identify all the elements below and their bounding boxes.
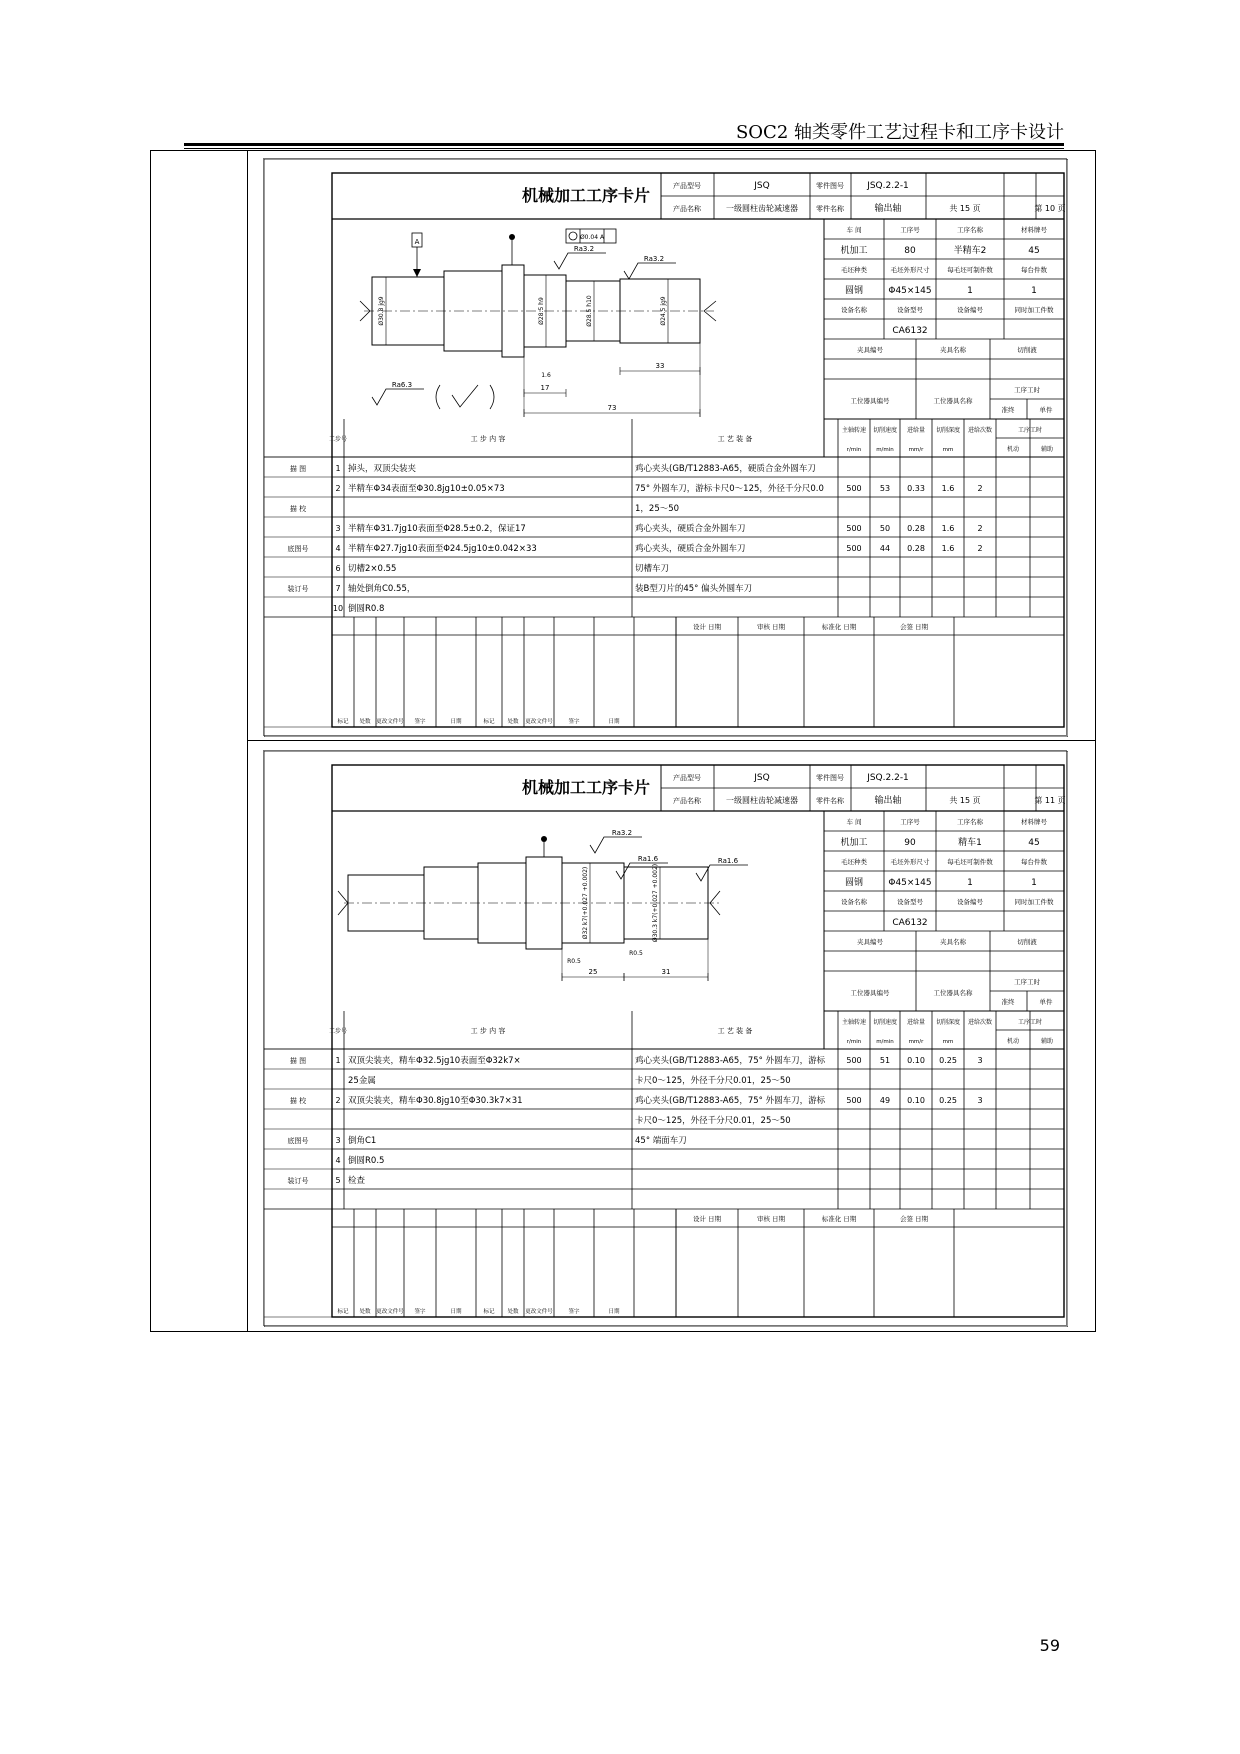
info-header: 每毛坯可制件数 [947, 266, 993, 274]
info-header: 设备名称 [841, 306, 867, 314]
info-header: 设备型号 [897, 306, 923, 314]
sign-label: 会签 日期 [899, 1215, 929, 1223]
step-cutting-speed: 50 [879, 524, 891, 533]
product-model-label: 产品型号 [673, 182, 701, 190]
product-name: 一级圆柱齿轮减速器 [726, 204, 798, 213]
step-number: 3 [335, 1136, 341, 1145]
step-content: 双顶尖装夹，精车Φ30.8jg10至Φ30.3k7×31 [348, 1096, 523, 1106]
step-number: 10 [332, 604, 344, 613]
fixture-header: 夹具编号 [857, 938, 883, 946]
step-header-auto: 机动 [1006, 446, 1020, 453]
page-of: 第 11 页 [1034, 796, 1066, 805]
runout-tolerance: Ø0.04 A [579, 234, 605, 241]
step-feed: 0.28 [907, 524, 925, 533]
step-content: 半精车Φ27.7jg10表面至Φ24.5jg10±0.042×33 [348, 544, 537, 554]
info-header: 毛坯种类 [841, 858, 867, 866]
sign-label: 审核 日期 [756, 1215, 786, 1223]
sign-label: 标准化 日期 [821, 1215, 857, 1223]
product-model: JSQ [754, 773, 770, 783]
info-header: 车 间 [846, 226, 862, 234]
side-label: 描 校 [289, 1097, 307, 1105]
step-equipment: 75° 外圆车刀，游标卡尺0～125，外径千分尺0.0 [635, 484, 824, 494]
step-cutting-speed: 44 [879, 544, 891, 553]
step-number: 1 [335, 1056, 341, 1065]
step-header-unit: m/min [876, 447, 894, 453]
step-number: 3 [335, 524, 341, 533]
step-content: 半精车Φ31.7jg10表面至Φ28.5±0.2，保证17 [348, 524, 526, 534]
dim-dia-24-5: Ø24.5 jg9 [660, 296, 667, 326]
card-svg [264, 159, 1068, 737]
step-header-aux: 辅助 [1040, 1038, 1054, 1045]
footer-label: 处数 [507, 719, 519, 725]
step-header-param: 主轴转速 [841, 1019, 867, 1026]
roughness-ra32-a: Ra3.2 [573, 245, 595, 253]
info-value: 1 [967, 286, 973, 296]
step-passes: 2 [977, 524, 983, 533]
station-header: 工位器具名称 [933, 989, 973, 997]
info-value: 机加工 [840, 246, 868, 256]
step-header-equip: 工 艺 装 备 [717, 1027, 753, 1035]
step-content: 轴处倒角C0.55， [348, 584, 416, 594]
step-passes: 3 [977, 1096, 983, 1105]
step-number: 6 [335, 564, 341, 573]
part-drawing-no: JSQ.2.2-1 [867, 773, 909, 783]
shaft-drawing [338, 829, 748, 981]
info-value: 45 [1028, 246, 1040, 256]
step-number: 2 [335, 484, 341, 493]
dim-dia-30-8: Ø30.8 jg9 [378, 296, 385, 326]
step-cutting-speed: 49 [879, 1096, 891, 1105]
dim-length-73: 73 [607, 404, 617, 412]
station-header: 工位器具名称 [933, 397, 973, 405]
info-value: Φ45×145 [888, 286, 932, 296]
fixture-header: 切削液 [1017, 938, 1037, 946]
info-header: 工序号 [900, 226, 920, 234]
info-value: 半精车2 [953, 246, 987, 256]
footer-label: 日期 [608, 1309, 620, 1315]
step-passes: 2 [977, 544, 983, 553]
step-equipment: 45° 端面车刀 [635, 1136, 687, 1146]
step-header-unit: m/min [876, 1039, 894, 1045]
dim-length-25: 25 [588, 968, 598, 976]
part-name: 输出轴 [874, 796, 902, 806]
step-spindle-speed: 500 [846, 544, 862, 553]
step-passes: 3 [977, 1056, 983, 1065]
step-header-content: 工 步 内 容 [470, 1027, 506, 1035]
dim-length-31: 31 [661, 968, 671, 976]
info-value: 精车1 [958, 838, 982, 848]
step-header-param: 进给量 [906, 1019, 926, 1026]
dim-dia-30-3-k7: Ø30.3 k7(+0.027 +0.002) [652, 863, 659, 943]
step-header-time: 工序工时 [1017, 427, 1043, 434]
footer-label: 日期 [450, 719, 462, 725]
side-label: 底图号 [287, 1137, 309, 1145]
dim-length-17: 17 [540, 384, 550, 392]
footer-label: 更改文件号 [376, 719, 404, 725]
step-header-param: 主轴转速 [841, 427, 867, 434]
fixture-header: 夹具名称 [940, 346, 966, 354]
step-header-unit: mm [942, 447, 954, 453]
step-header-param: 切削深度 [935, 427, 961, 434]
time-header: 单件 [1039, 998, 1053, 1006]
footer-label: 标记 [483, 1309, 495, 1315]
info-header: 每毛坯可制件数 [947, 858, 993, 866]
info-header: 毛坯外形尺寸 [890, 858, 930, 866]
card-title: 机械加工工序卡片 [521, 778, 651, 797]
step-depth: 1.6 [941, 524, 955, 533]
part-name-label: 零件名称 [816, 205, 844, 213]
step-equipment: 切槽车刀 [635, 564, 670, 574]
dim-dia-28-5: Ø28.5 h9 [538, 297, 545, 325]
step-header-no: 工步号 [328, 1028, 348, 1035]
step-header-param: 切削速度 [872, 1019, 898, 1026]
time-header: 准终 [1001, 406, 1015, 414]
fixture-header: 切削液 [1017, 346, 1037, 354]
step-content: 切槽2×0.55 [348, 564, 397, 574]
fixture-header: 夹具编号 [857, 346, 883, 354]
roughness-ra16-b: Ra1.6 [717, 857, 739, 865]
info-header: 车 间 [846, 818, 862, 826]
footer-label: 更改文件号 [376, 1309, 404, 1315]
sign-label: 标准化 日期 [821, 623, 857, 631]
step-depth: 1.6 [941, 544, 955, 553]
side-label: 底图号 [287, 545, 309, 553]
footer-label: 签字 [568, 1309, 580, 1315]
time-header: 准终 [1001, 998, 1015, 1006]
product-name-label: 产品名称 [673, 797, 701, 805]
outer-column-divider [247, 150, 248, 1332]
footer-label: 签字 [414, 1309, 426, 1315]
product-name-label: 产品名称 [673, 205, 701, 213]
step-header-unit: mm/r [908, 447, 924, 453]
info-value: 90 [904, 838, 916, 848]
product-name: 一级圆柱齿轮减速器 [726, 796, 798, 805]
step-number: 2 [335, 1096, 341, 1105]
dim-groove-1-6: 1.6 [541, 372, 551, 379]
step-header-unit: mm [942, 1039, 954, 1045]
step-content: 双顶尖装夹，精车Φ32.5jg10表面至Φ32k7× [348, 1056, 521, 1066]
step-depth: 0.25 [939, 1096, 957, 1105]
dim-fillet-r05-b: R0.5 [629, 950, 643, 957]
side-label: 描 校 [289, 505, 307, 513]
footer-label: 签字 [414, 719, 426, 725]
info-value: 1 [967, 878, 973, 888]
step-passes: 2 [977, 484, 983, 493]
info-header: 工序号 [900, 818, 920, 826]
total-pages: 共 15 页 [949, 204, 981, 213]
info-header: 材料牌号 [1021, 226, 1047, 234]
side-label: 描 图 [289, 465, 307, 473]
info-value: 45 [1028, 838, 1040, 848]
footer-label: 标记 [483, 719, 495, 725]
station-header: 工位器具编号 [850, 397, 890, 405]
step-header-param: 进给次数 [967, 427, 993, 434]
info-value: 圆钢 [844, 286, 864, 296]
footer-label: 处数 [359, 719, 371, 725]
card-svg [264, 751, 1068, 1327]
info-header: 设备型号 [897, 898, 923, 906]
step-content: 半精车Φ34表面至Φ30.8jg10±0.05×73 [348, 484, 505, 494]
card-title: 机械加工工序卡片 [521, 186, 651, 205]
step-depth: 1.6 [941, 484, 955, 493]
step-header-unit: r/min [846, 447, 862, 453]
part-name-label: 零件名称 [816, 797, 844, 805]
info-header: 工序名称 [957, 818, 983, 826]
part-drawing-no-label: 零件图号 [816, 774, 844, 782]
roughness-ra63: Ra6.3 [391, 381, 413, 389]
step-content: 检查 [348, 1176, 366, 1186]
info-value: 1 [1031, 286, 1037, 296]
datum-label-a: A [414, 238, 420, 246]
dim-dia-32-k7: Ø32 k7(+0.027 +0.002) [582, 866, 589, 940]
header-rule-thin [184, 148, 1064, 149]
step-header-param: 进给次数 [967, 1019, 993, 1026]
step-header-param: 切削速度 [872, 427, 898, 434]
step-equipment: 鸡心夹头，硬质合金外圆车刀 [635, 524, 746, 534]
step-spindle-speed: 500 [846, 484, 862, 493]
part-drawing-no: JSQ.2.2-1 [867, 181, 909, 191]
roughness-ra16-a: Ra1.6 [637, 855, 659, 863]
step-equipment: 鸡心夹头(GB/T12883-A65，硬质合金外圆车刀 [635, 464, 816, 474]
info-header: 同时加工件数 [1014, 898, 1054, 906]
step-spindle-speed: 500 [846, 1096, 862, 1105]
step-feed: 0.33 [907, 484, 925, 493]
step-content: 掉头，双顶尖装夹 [348, 464, 417, 474]
shaft-drawing [360, 229, 716, 417]
step-number: 5 [335, 1176, 341, 1185]
dim-dia-28-5-h10: Ø28.5 h10 [586, 295, 593, 327]
step-header-content: 工 步 内 容 [470, 435, 506, 443]
step-number: 4 [335, 1156, 341, 1165]
station-header: 工位器具编号 [850, 989, 890, 997]
step-equipment: 鸡心夹头(GB/T12883-A65，75° 外圆车刀，游标 [635, 1056, 826, 1066]
roughness-ra32: Ra3.2 [611, 829, 633, 837]
page-of: 第 10 页 [1034, 204, 1066, 213]
step-number: 4 [335, 544, 341, 553]
info-header: 每台件数 [1021, 266, 1047, 274]
info-value: CA6132 [892, 326, 928, 336]
sign-label: 设计 日期 [692, 623, 722, 631]
step-content: 倒圆R0.8 [348, 604, 385, 614]
step-header-time: 工序工时 [1017, 1019, 1043, 1026]
step-number: 7 [335, 584, 341, 593]
step-content: 倒圆R0.5 [348, 1156, 385, 1166]
step-cutting-speed: 53 [879, 484, 891, 493]
step-equipment: 装B型刀片的45° 偏头外圆车刀 [635, 584, 753, 594]
step-number: 1 [335, 464, 341, 473]
outer-row-divider [247, 740, 1096, 741]
footer-label: 更改文件号 [525, 1309, 553, 1315]
step-header-unit: mm/r [908, 1039, 924, 1045]
step-header-equip: 工 艺 装 备 [717, 435, 753, 443]
info-value: 80 [904, 246, 916, 256]
step-spindle-speed: 500 [846, 1056, 862, 1065]
step-header-no: 工步号 [328, 436, 348, 443]
info-header: 工序名称 [957, 226, 983, 234]
footer-label: 处数 [359, 1309, 371, 1315]
station-header: 工序工时 [1014, 978, 1040, 986]
side-label: 装订号 [287, 1177, 309, 1185]
sign-label: 会签 日期 [899, 623, 929, 631]
footer-label: 日期 [450, 1309, 462, 1315]
step-feed: 0.28 [907, 544, 925, 553]
process-card-2 [263, 750, 1067, 1326]
info-header: 设备编号 [957, 898, 983, 906]
product-model-label: 产品型号 [673, 774, 701, 782]
info-value: Φ45×145 [888, 878, 932, 888]
step-header-param: 切削深度 [935, 1019, 961, 1026]
info-header: 毛坯外形尺寸 [890, 266, 930, 274]
info-value: 圆钢 [844, 878, 864, 888]
info-value: 1 [1031, 878, 1037, 888]
info-header: 毛坯种类 [841, 266, 867, 274]
header-rule [184, 143, 1064, 146]
info-header: 设备名称 [841, 898, 867, 906]
dim-fillet-r05-a: R0.5 [567, 958, 581, 965]
fixture-header: 夹具名称 [940, 938, 966, 946]
time-header: 单件 [1039, 406, 1053, 414]
step-content: 倒角C1 [348, 1136, 377, 1146]
info-value: CA6132 [892, 918, 928, 928]
info-header: 每台件数 [1021, 858, 1047, 866]
step-feed: 0.10 [907, 1096, 925, 1105]
part-name: 输出轴 [874, 204, 902, 214]
step-equipment: 鸡心夹头(GB/T12883-A65，75° 外圆车刀，游标 [635, 1096, 826, 1106]
step-equipment: 鸡心夹头，硬质合金外圆车刀 [635, 544, 746, 554]
step-equipment: 1，25～50 [635, 504, 680, 514]
process-card-1 [263, 158, 1067, 736]
step-equipment: 卡尺0～125，外径千分尺0.01，25～50 [635, 1116, 791, 1126]
part-drawing-no-label: 零件图号 [816, 182, 844, 190]
footer-label: 处数 [507, 1309, 519, 1315]
info-header: 同时加工件数 [1014, 306, 1054, 314]
footer-label: 日期 [608, 719, 620, 725]
info-header: 设备编号 [957, 306, 983, 314]
step-content: 25金属 [348, 1076, 376, 1086]
step-header-unit: r/min [846, 1039, 862, 1045]
side-label: 装订号 [287, 585, 309, 593]
step-header-auto: 机动 [1006, 1038, 1020, 1045]
document-header-title: SOC2 轴类零件工艺过程卡和工序卡设计 [735, 122, 1064, 143]
sign-label: 审核 日期 [756, 623, 786, 631]
station-header: 工序工时 [1014, 386, 1040, 394]
info-value: 机加工 [840, 838, 868, 848]
step-header-param: 进给量 [906, 427, 926, 434]
roughness-ra32-b: Ra3.2 [643, 255, 665, 263]
page-number: 59 [1039, 1636, 1060, 1655]
side-label: 描 图 [289, 1057, 307, 1065]
footer-label: 标记 [337, 1309, 349, 1315]
step-spindle-speed: 500 [846, 524, 862, 533]
sign-label: 设计 日期 [692, 1215, 722, 1223]
step-feed: 0.10 [907, 1056, 925, 1065]
total-pages: 共 15 页 [949, 796, 981, 805]
info-header: 材料牌号 [1021, 818, 1047, 826]
footer-label: 标记 [337, 719, 349, 725]
step-equipment: 卡尺0～125，外径千分尺0.01，25～50 [635, 1076, 791, 1086]
step-depth: 0.25 [939, 1056, 957, 1065]
step-header-aux: 辅助 [1040, 446, 1054, 453]
footer-label: 签字 [568, 719, 580, 725]
footer-label: 更改文件号 [525, 719, 553, 725]
product-model: JSQ [754, 181, 770, 191]
step-cutting-speed: 51 [879, 1056, 891, 1065]
dim-length-33: 33 [655, 362, 665, 370]
